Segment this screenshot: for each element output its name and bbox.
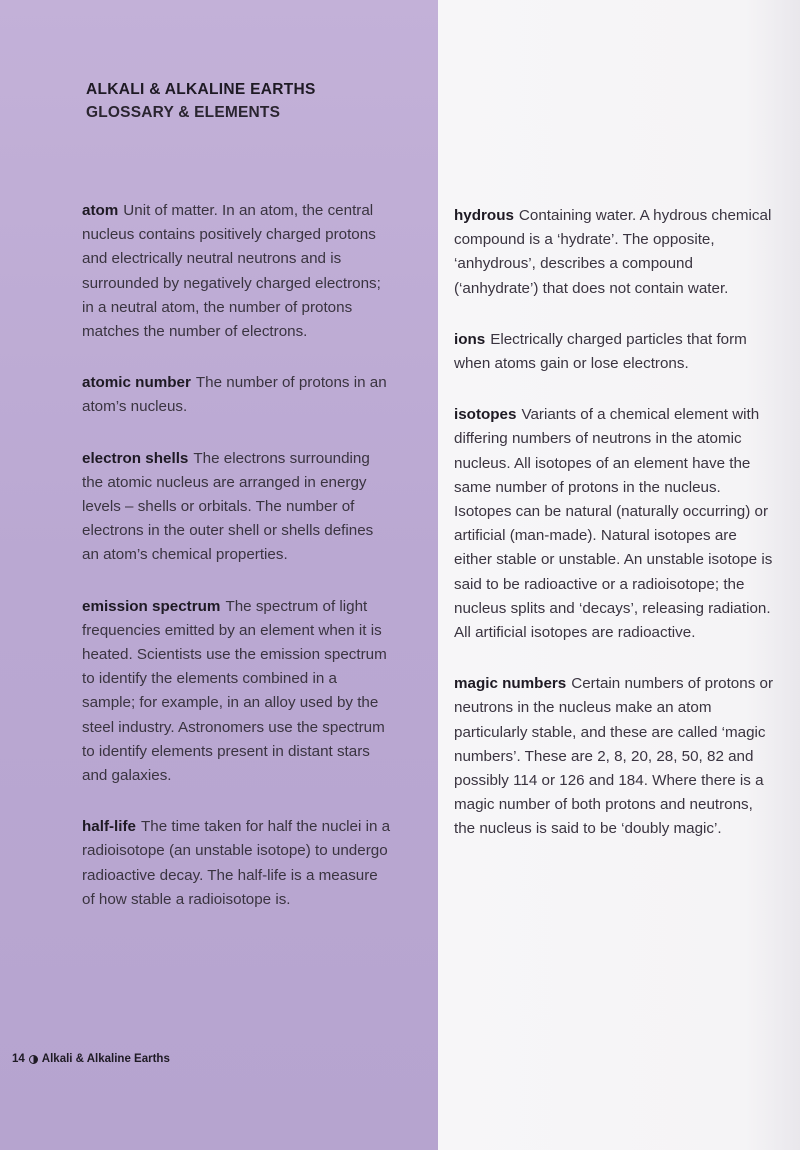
glossary-definition: The electrons surrounding the atomic nucleus are arranged in energy levels – shells or orbitals. The number of electrons in the outer shell or shells defines an atom’s chemical properties. bbox=[82, 449, 374, 564]
glossary-term: emission spectrum bbox=[82, 597, 221, 615]
glossary-definition: Electrically charged particles that form when atoms gain or lose electrons. bbox=[454, 330, 747, 373]
glossary-term: ions bbox=[454, 330, 486, 348]
glossary-entry bbox=[454, 403, 776, 645]
glossary-entry bbox=[82, 815, 394, 912]
glossary-term: atomic number bbox=[82, 374, 191, 392]
glossary-definition: Variants of a chemical element with differing numbers of neutrons in the atomic nucleus. All isotopes of an element have the same number of protons in the nucleus. Isotopes can be natural (naturally occurring) or artificial (man-made). Natural isotopes are either stable or unstable. An unstable isotope is said to be radioactive or a radioisotope; the nucleus splits and ‘decays’, releasing radiation. All artificial isotopes are radioactive. bbox=[454, 406, 773, 642]
glossary-term: isotopes bbox=[454, 406, 517, 424]
glossary-definition: Containing water. A hydrous chemical compound is a ‘hydrate’. The opposite, ‘anhydrous’, describes a compound (‘anhydrate’) that does not contain water. bbox=[454, 207, 772, 297]
glossary-right-column bbox=[454, 204, 776, 869]
glossary-term: half-life bbox=[82, 818, 137, 836]
glossary-entry bbox=[454, 328, 776, 376]
glossary-definition: The time taken for half the nuclei in a radioisotope (an unstable isotope) to undergo radioactive decay. The half-life is a measure of how stable a radioisotope is. bbox=[82, 818, 391, 908]
chapter-title: ALKALI & ALKALINE EARTHS bbox=[86, 81, 316, 98]
glossary-entry bbox=[82, 371, 394, 419]
page-footer bbox=[12, 1053, 170, 1065]
glossary-definition: Unit of matter. In an atom, the central nucleus contains positively charged protons and electrically neutral neutrons and is surrounded by negatively charged electrons; in a neutral atom, the number of protons matches the number of electrons. bbox=[82, 202, 381, 341]
page-number: 14 bbox=[12, 1053, 25, 1065]
glossary-entry bbox=[82, 595, 394, 789]
half-moon-icon bbox=[29, 1055, 38, 1064]
glossary-entry bbox=[82, 447, 394, 568]
glossary-definition: Certain numbers of protons or neutrons in the nucleus make an atom particularly stable, and these are called ‘magic numbers’. These are 2, 8, 20, 28, 50, 82 and possibly 114 or 126 and 184. Where there is a magic number of both protons and neutrons, the nucleus is said to be ‘doubly magic’. bbox=[454, 675, 774, 838]
glossary-term: hydrous bbox=[454, 207, 514, 224]
glossary-left-column bbox=[82, 199, 394, 939]
glossary-term: magic numbers bbox=[454, 675, 567, 693]
glossary-term: electron shells bbox=[82, 449, 189, 467]
glossary-definition: The spectrum of light frequencies emitted by an element when it is heated. Scientists use the emission spectrum to identify the elements combined in a sample; for example, in an alloy used by the steel industry. Astronomers use the spectrum to identify elements present in distant stars and galaxies. bbox=[82, 597, 387, 785]
page-header bbox=[86, 80, 316, 123]
glossary-entry bbox=[82, 199, 394, 344]
glossary-term: atom bbox=[82, 202, 119, 219]
chapter-subtitle: GLOSSARY & ELEMENTS bbox=[86, 104, 281, 121]
glossary-entry bbox=[454, 204, 776, 301]
glossary-entry bbox=[454, 672, 776, 841]
glossary-definition: The number of protons in an atom’s nucleus. bbox=[82, 374, 387, 416]
running-title: Alkali & Alkaline Earths bbox=[41, 1053, 170, 1065]
